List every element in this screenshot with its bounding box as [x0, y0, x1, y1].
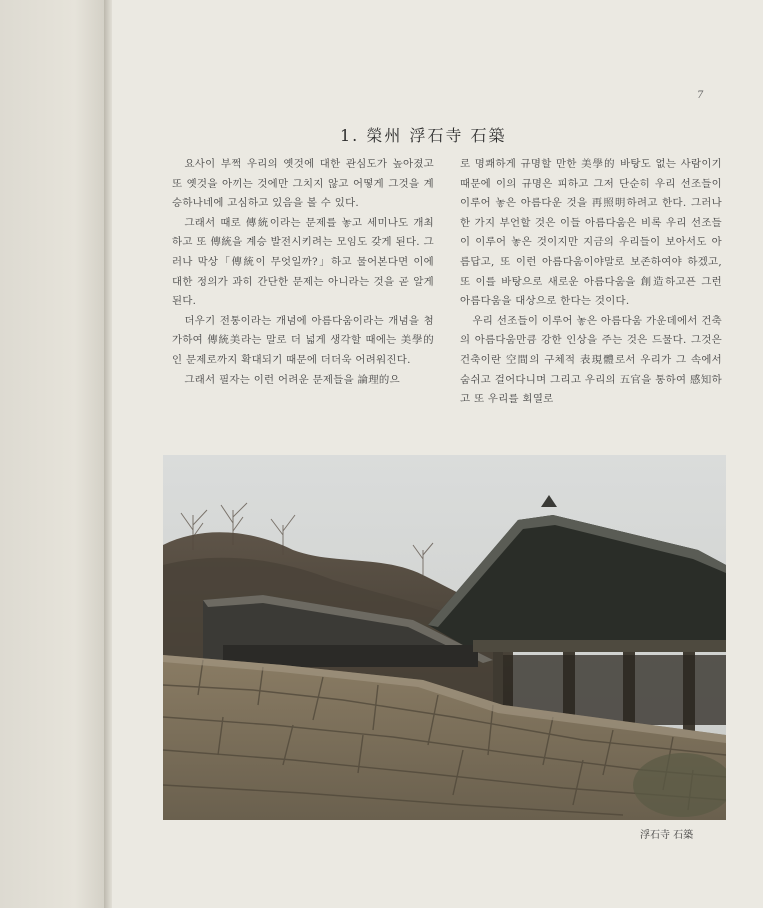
paragraph: 우리 선조들이 이루어 놓은 아름다움 가운데에서 건축의 아름다움만큼 강한 인상을 주는 것은 드물다. 그것은 건축이란 空間의 구체적 表現體로서 우리가 그 속에서 숨쉬고 걸어다니며 그리고 우리의 五官을 통하여 感知하고 또 우리를 회열로	[460, 314, 722, 406]
temple-photo	[163, 455, 726, 820]
left-page-edge	[0, 0, 107, 908]
page-title: 1. 榮州 浮石寺 石築	[340, 126, 507, 145]
temple-photo-illustration	[163, 455, 726, 820]
page-number: 7	[697, 90, 704, 101]
text-column-right	[460, 155, 722, 410]
paragraph: 그래서 필자는 이런 어려운 문제들을 論理的으	[184, 373, 400, 386]
pavilion-railing	[473, 640, 726, 652]
paragraph: 더우기 전통이라는 개념에 아름다움이라는 개념을 첨가하여 傳統美라는 말로 더 넓게 생각할 때에는 美學的인 문제로까지 확대되기 때문에 더더욱 어려워진다.	[172, 314, 434, 366]
text-column-left	[172, 155, 434, 390]
photo-caption: 浮石寺 石築	[640, 830, 694, 841]
paragraph: 그래서 때로 傳統이라는 문제를 놓고 세미나도 개최하고 또 傳統을 계승 발전시키려는 모임도 갖게 된다. 그러나 막상「傳統이 무엇일까?」하고 물어본다면 이에 대한 정의가 과히 간단한 문제는 아니라는 것을 곧 알게 된다.	[172, 216, 434, 308]
paragraph: 요사이 부쩍 우리의 옛것에 대한 관심도가 높아졌고 또 옛것을 아끼는 것에만 그치지 않고 어떻게 그것을 계승하나네에 고심하고 있음을 볼 수 있다.	[172, 158, 434, 210]
paragraph: 로 명쾌하게 규명할 만한 美學的 바탕도 없는 사람이기 때문에 이의 규명은 피하고 그저 단순히 우리 선조들이 이루어 놓은 아름다운 것을 再照明하려고 한다. 그러나 한 가지 부언할 것은 이들 아름다움은 비록 우리 선조들이 이루어 놓은 것이지만 지금의 우리들이 보아서도 아름답고, 또 이런 아름다움이야말로 보존하여야 하겠고, 또 이를 바탕으로 새로운 아름다움을 創造하고픈 그런 아름다움을 대상으로 한다는 것이다.	[460, 158, 722, 308]
